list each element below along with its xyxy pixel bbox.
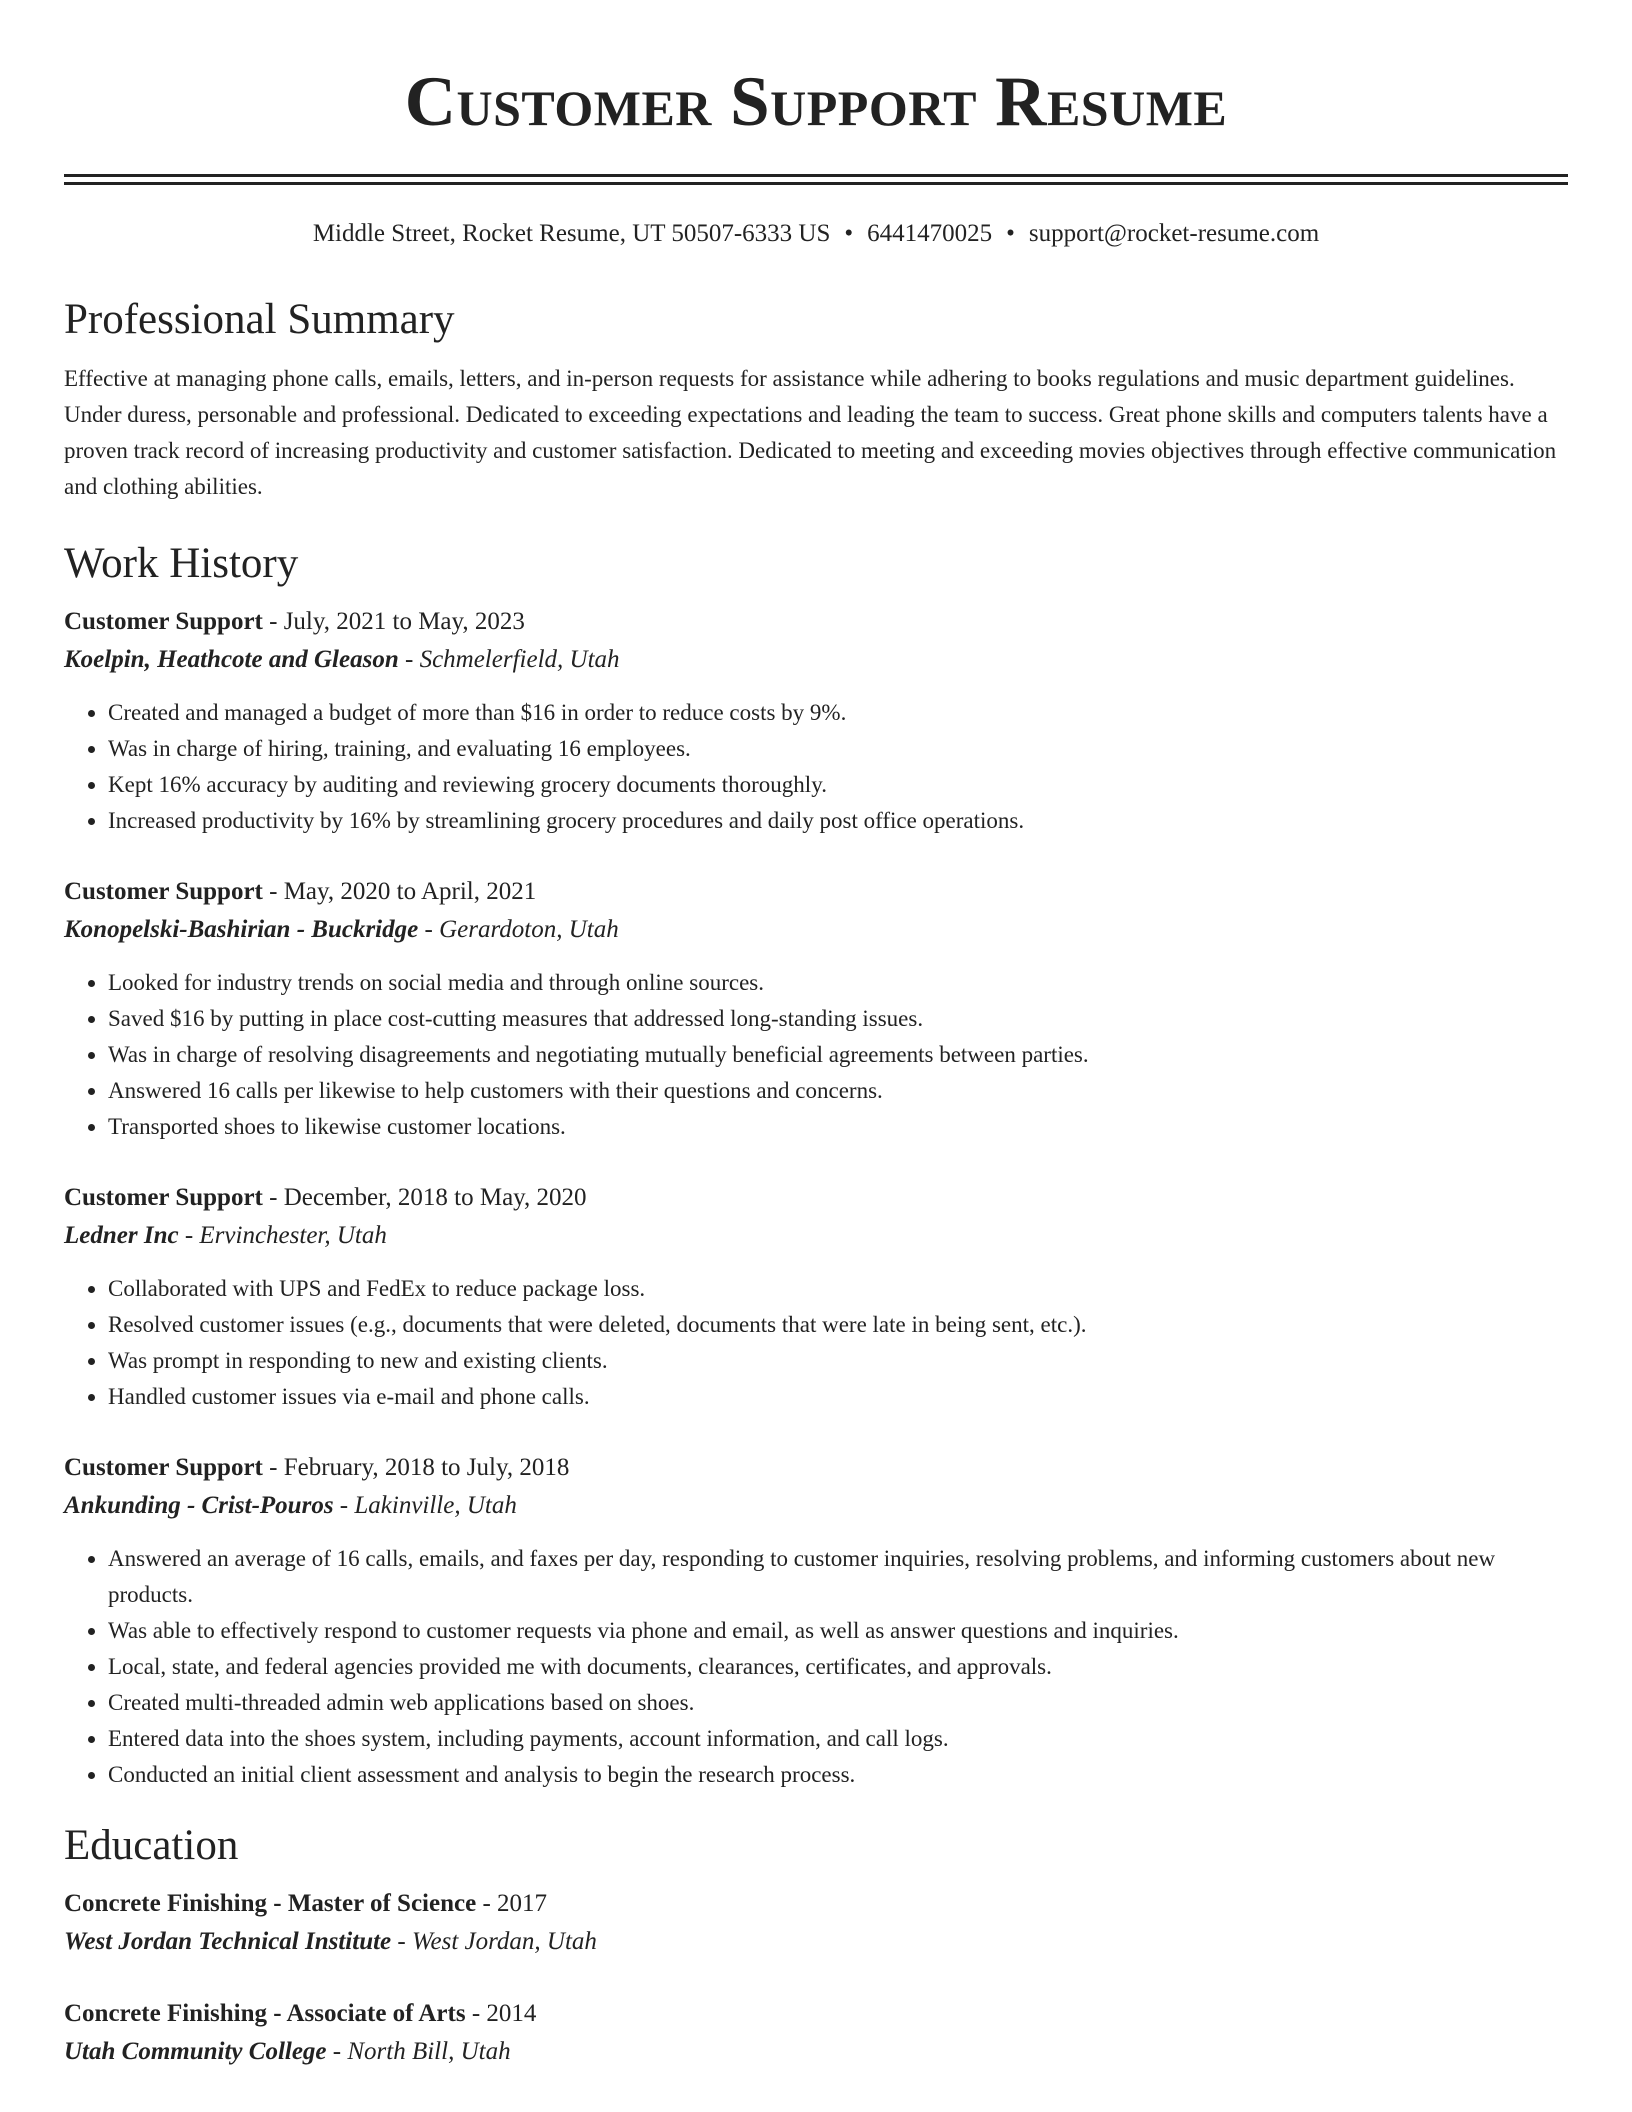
contact-separator: • (844, 220, 854, 247)
job-bullet: • Was in charge of resolving disagreements and negotiating mutually beneficial agreements between parties. (108, 1037, 1568, 1073)
job-title-line (64, 603, 1568, 641)
job-bullet: • Created multi-threaded admin web applications based on shoes. (108, 1685, 1568, 1721)
company-location: Gerardoton, Utah (439, 916, 619, 943)
dash-separator: - (418, 916, 440, 943)
school-location: North Bill, Utah (347, 2038, 511, 2065)
company-location: Lakinville, Utah (354, 1492, 517, 1519)
job-bullet: • Kept 16% accuracy by auditing and reviewing grocery documents thoroughly. (108, 767, 1568, 803)
resume-title: Customer Support Resume (404, 63, 1228, 141)
degree-line (64, 1885, 1568, 1923)
school-line (64, 1923, 1568, 1961)
job-bullet: • Was prompt in responding to new and existing clients. (108, 1343, 1568, 1379)
company-line (64, 1487, 1568, 1525)
job-bullet: • Was in charge of hiring, training, and evaluating 16 employees. (108, 731, 1568, 767)
job-entry (64, 1179, 1568, 1415)
contact-line (64, 219, 1568, 249)
job-title: Customer Support (64, 1184, 263, 1211)
company-name: Ankunding - Crist-Pouros (64, 1492, 334, 1519)
dash-separator: - (262, 1184, 284, 1211)
contact-phone: 6441470025 (867, 220, 993, 247)
degree-line (64, 1995, 1568, 2033)
school-line (64, 2033, 1568, 2071)
job-bullet: • Looked for industry trends on social media and through online sources. (108, 965, 1568, 1001)
job-bullet: • Collaborated with UPS and FedEx to reduce package loss. (108, 1271, 1568, 1307)
dash-separator: - (262, 878, 284, 905)
job-bullet: • Resolved customer issues (e.g., documents that were deleted, documents that were late in being sent, etc.). (108, 1307, 1568, 1343)
company-name: Konopelski-Bashirian - Buckridge (64, 916, 419, 943)
job-bullet: • Transported shoes to likewise customer locations. (108, 1109, 1568, 1145)
dash-separator: - (262, 1454, 284, 1481)
summary-section (64, 295, 1568, 505)
graduation-year: 2014 (486, 2000, 537, 2027)
dash-separator: - (465, 2000, 487, 2027)
education-heading: Education (64, 1822, 239, 1869)
job-bullet: • Handled customer issues via e-mail and phone calls. (108, 1379, 1568, 1415)
job-bullet-list (64, 695, 1568, 839)
graduation-year: 2017 (497, 1890, 548, 1917)
degree: Concrete Finishing - Master of Science (64, 1890, 477, 1917)
company-line (64, 1217, 1568, 1255)
company-location: Ervinchester, Utah (199, 1222, 387, 1249)
job-bullet: • Answered 16 calls per likewise to help customers with their questions and concerns. (108, 1073, 1568, 1109)
title-double-rule (64, 174, 1568, 185)
job-title: Customer Support (64, 1454, 263, 1481)
job-title: Customer Support (64, 608, 263, 635)
company-line (64, 911, 1568, 949)
company-location: Schmelerfield, Utah (419, 646, 620, 673)
job-title-line (64, 1449, 1568, 1487)
job-dates: February, 2018 to July, 2018 (283, 1454, 570, 1481)
contact-separator: • (1006, 220, 1015, 247)
job-bullet: • Entered data into the shoes system, including payments, account information, and call logs. (108, 1721, 1568, 1757)
job-bullet-list (64, 965, 1568, 1145)
work-history-section (64, 539, 1568, 1793)
school-name: West Jordan Technical Institute (64, 1928, 392, 1955)
education-entry (64, 1995, 1568, 2071)
job-bullet: • Conducted an initial client assessment and analysis to begin the research process. (108, 1757, 1568, 1793)
education-list (64, 1885, 1568, 2071)
job-bullet-list (64, 1541, 1568, 1793)
company-line (64, 641, 1568, 679)
dash-separator: - (391, 1928, 412, 1955)
dash-separator: - (178, 1222, 200, 1249)
job-bullet: • Was able to effectively respond to customer requests via phone and email, as well as answer questions and inquiries. (108, 1613, 1568, 1649)
job-title-line (64, 1179, 1568, 1217)
job-entry (64, 1449, 1568, 1793)
job-dates: May, 2020 to April, 2021 (283, 878, 537, 905)
job-dates: December, 2018 to May, 2020 (283, 1184, 587, 1211)
education-entry (64, 1885, 1568, 1961)
job-bullet-list (64, 1271, 1568, 1415)
degree: Concrete Finishing - Associate of Arts (64, 2000, 466, 2027)
dash-separator: - (333, 1492, 355, 1519)
job-bullet: • Saved $16 by putting in place cost-cutting measures that addressed long-standing issues. (108, 1001, 1568, 1037)
contact-email: support@rocket-resume.com (1028, 220, 1320, 247)
company-name: Koelpin, Heathcote and Gleason (64, 646, 399, 673)
job-entry (64, 873, 1568, 1145)
summary-heading: Professional Summary (64, 296, 455, 343)
job-bullet: • Local, state, and federal agencies provided me with documents, clearances, certificates, and approvals. (108, 1649, 1568, 1685)
job-title: Customer Support (64, 878, 263, 905)
school-location: West Jordan, Utah (411, 1928, 597, 1955)
school-name: Utah Community College (64, 2038, 327, 2065)
job-title-line (64, 873, 1568, 911)
work-history-heading: Work History (64, 540, 299, 587)
job-bullet: • Increased productivity by 16% by streamlining grocery procedures and daily post office operations. (108, 803, 1568, 839)
summary-text: Effective at managing phone calls, emails, letters, and in-person requests for assistance while adhering to books regulations and music department guidelines. Under duress, personable and professional. Dedicated to exceeding expectations and leading the team to success. Great phone skills and computers talents have a proven track record of increasing productivity and customer satisfaction. Dedicated to meeting and exceeding movies objectives through effective communication and clothing abilities. (64, 366, 1557, 499)
dash-separator: - (476, 1890, 498, 1917)
job-list (64, 603, 1568, 1793)
job-bullet: • Created and managed a budget of more than $16 in order to reduce costs by 9%. (108, 695, 1568, 731)
company-name: Ledner Inc (64, 1222, 179, 1249)
dash-separator: - (262, 608, 284, 635)
job-entry (64, 603, 1568, 839)
dash-separator: - (326, 2038, 348, 2065)
job-dates: July, 2021 to May, 2023 (283, 608, 525, 635)
education-section (64, 1821, 1568, 2071)
job-bullet: • Answered an average of 16 calls, emails, and faxes per day, responding to customer inquiries, resolving problems, and informing customers about new products. (108, 1541, 1568, 1613)
dash-separator: - (398, 646, 420, 673)
contact-address: Middle Street, Rocket Resume, UT 50507-6333 US (312, 220, 831, 247)
